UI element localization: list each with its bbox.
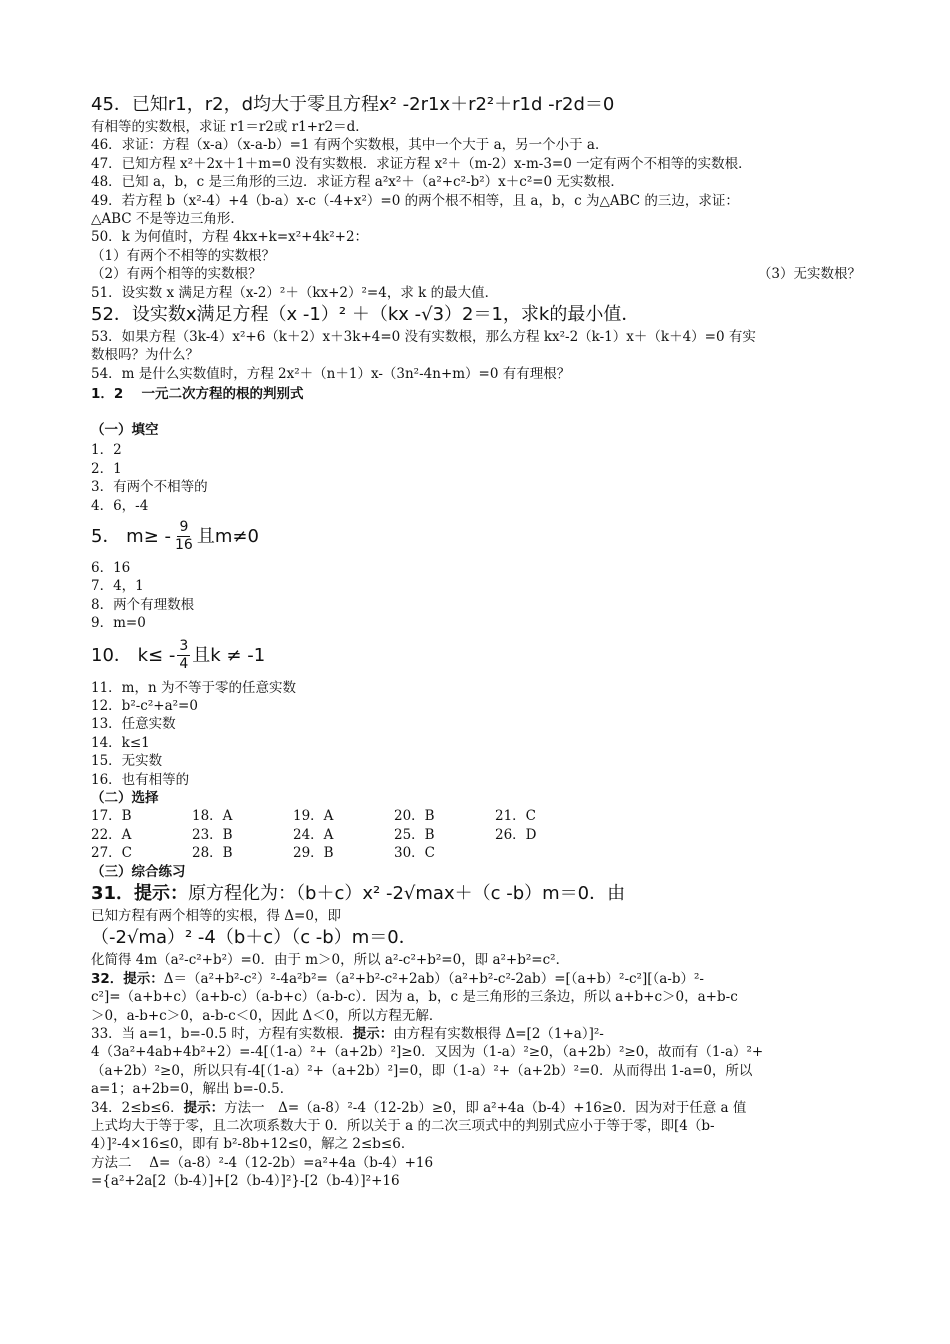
practice-34-line3: 4）]²-4×16≤0，即有 b²-8b+12≤0，解之 2≤b≤6． bbox=[91, 1136, 415, 1153]
practice-34-line1 bbox=[91, 1099, 861, 1117]
fill-answer-5-pre: 5． m≥ - bbox=[91, 525, 172, 547]
practice-33-pre: 33．当 a=1，b=-0.5 时，方程有实数根． bbox=[91, 1026, 353, 1043]
choice-answer: 28．B bbox=[192, 845, 233, 862]
fill-answer-4: 4．6，-4 bbox=[91, 497, 149, 514]
practice-33-line4: a=1；a+2b=0，解出 b=-0.5． bbox=[91, 1081, 294, 1098]
fill-answer-10-pre: 10． k≤ - bbox=[91, 644, 176, 666]
practice-31-line1 bbox=[91, 881, 861, 907]
choice-answer: 29．B bbox=[293, 845, 334, 862]
choice-answer: 22．A bbox=[91, 826, 132, 843]
problem-50-part3: （3）无实数根？ bbox=[757, 266, 861, 283]
fill-answer-14: 14．k≤1 bbox=[91, 734, 150, 751]
fill-answer-1: 1．2 bbox=[91, 442, 122, 459]
fraction bbox=[177, 638, 190, 673]
practice-31-line3: （-2√ma）² -4（b＋c）（c -b）m＝0． bbox=[91, 927, 417, 949]
choice-answer: 26．D bbox=[495, 826, 537, 843]
choice-answer: 19．A bbox=[293, 808, 334, 825]
fill-answer-11: 11．m，n 为不等于零的任意实数 bbox=[91, 679, 296, 696]
problem-51: 51．设实数 x 满足方程（x-2）²＋（kx+2）²=4，求 k 的最大值． bbox=[91, 284, 499, 301]
problem-50: 50．k 为何值时，方程 4kx+k=x²+4k²+2： bbox=[91, 229, 369, 246]
practice-34-text: 方法一 Δ=（a-8）²-4（12-2b）≥0，即 a²+4a（b-4）+16≥0．因为对于任意 a 值 bbox=[224, 1099, 747, 1116]
problem-54: 54．m 是什么实数值时，方程 2x²＋（n＋1）x-（3n²-4n+m）=0 有有理根？ bbox=[91, 365, 571, 382]
fill-answer-16: 16．也有相等的 bbox=[91, 771, 190, 788]
problem-49-line2: △ABC 不是等边三角形． bbox=[91, 211, 244, 228]
choice-answer: 30．C bbox=[394, 845, 436, 862]
problem-50-part1: （1）有两个不相等的实数根？ bbox=[91, 247, 276, 264]
problem-45-tail: 有相等的实数根，求证 r1＝r2或 r1+r2＝d． bbox=[91, 119, 369, 135]
practice-32-line3: ＞0，a-b+c＞0，a-b-c＜0，因此 Δ＜0，所以方程无解． bbox=[91, 1007, 443, 1024]
problem-46: 46．求证：方程（x-a）（x-a-b）=1 有两个实数根，其中一个大于 a，另一个小于 a． bbox=[91, 137, 609, 154]
choice-answer: 24．A bbox=[293, 826, 334, 843]
fraction-denominator: 16 bbox=[175, 537, 193, 554]
hint-label: 提示： bbox=[183, 1099, 225, 1116]
practice-34-line5: ={a²+2a[2（b-4）]+[2（b-4）]²}-[2（b-4）]²+16 bbox=[91, 1173, 400, 1190]
practice-34-line4: 方法二 Δ=（a-8）²-4（12-2b）=a²+4a（b-4）+16 bbox=[91, 1154, 434, 1171]
problem-49-line1: 49．若方程 b（x²-4）+4（b-a）x-c（-4+x²）=0 的两个根不相等，且 a，b，c 为△ABC 的三边，求证： bbox=[91, 192, 739, 209]
problem-47: 47．已知方程 x²＋2x＋1＋m=0 没有实数根．求证方程 x²＋（m-2）x-m-3=0 一定有两个不相等的实数根． bbox=[91, 155, 752, 172]
practice-33-line2: 4（3a²+4ab+4b²+2）=-4[（1-a）²+（a+2b）²]≥0．又因为（1-a）²≥0，（a+2b）²≥0，故而有（1-a）²+ bbox=[91, 1044, 764, 1061]
practice-33-line3: （a+2b）²≥0，所以只有-4[（1-a）²+（a+2b）²]=0，即（1-a）²+（a+2b）²=0．从而得出 1-a=0，所以 bbox=[91, 1062, 753, 1079]
fraction-numerator: 9 bbox=[179, 519, 189, 536]
hint-label: 31．提示： bbox=[91, 883, 189, 904]
choice-answer: 20．B bbox=[394, 808, 435, 825]
fill-answer-12: 12．b²-c²+a²=0 bbox=[91, 697, 198, 714]
fill-answer-5-post: 且m≠0 bbox=[196, 525, 259, 547]
choice-answer: 21．C bbox=[495, 808, 537, 825]
practice-34-pre: 34．2≤b≤6． bbox=[91, 1099, 184, 1116]
problem-50-part2: （2）有两个相等的实数根？ bbox=[91, 266, 262, 283]
fill-answer-15: 15．无实数 bbox=[91, 753, 163, 770]
section-title: 1．2 一元二次方程的根的判别式 bbox=[91, 386, 304, 403]
fill-answer-5 bbox=[91, 515, 861, 559]
practice-heading: （三）综合练习 bbox=[91, 863, 186, 880]
spacer bbox=[91, 405, 861, 419]
problem-53-line1: 53．如果方程（3k-4）x²+6（k＋2）x＋3k+4=0 没有实数根，那么方程 kx²-2（k-1）x＋（k＋4）=0 有实 bbox=[91, 329, 756, 346]
fill-answer-7: 7．4，1 bbox=[91, 578, 144, 595]
hint-label: 提示： bbox=[352, 1026, 394, 1043]
practice-32-text: Δ＝（a²+b²-c²）²-4a²b²=（a²+b²-c²+2ab）（a²+b²-c²-2ab）=[（a+b）²-c²][（a-b）²- bbox=[163, 970, 704, 987]
problem-48: 48．已知 a，b，c 是三角形的三边．求证方程 a²x²＋（a²+c²-b²）x＋c²=0 无实数根． bbox=[91, 174, 624, 191]
practice-33-line1 bbox=[91, 1025, 861, 1043]
practice-31-line4: 化简得 4m（a²-c²+b²）=0．由于 m＞0，所以 a²-c²+b²=0，即 a²+b²=c²． bbox=[91, 952, 570, 969]
practice-32-line2: c²]=（a+b+c）（a+b-c）（a-b+c）（a-b-c）．因为 a，b，c 是三角形的三条边，所以 a+b+c＞0，a+b-c bbox=[91, 989, 738, 1006]
practice-32-line1 bbox=[91, 970, 861, 988]
fill-answer-3: 3．有两个不相等的 bbox=[91, 479, 208, 496]
fill-heading: （一）填空 bbox=[91, 422, 159, 439]
practice-31-line2: 已知方程有两个相等的实根，得 Δ=0，即 bbox=[91, 908, 341, 924]
fill-answer-13: 13．任意实数 bbox=[91, 716, 176, 733]
choice-answer: 23．B bbox=[192, 826, 233, 843]
fill-answer-10 bbox=[91, 633, 861, 679]
practice-31-text: 原方程化为：（b＋c）x² -2√max＋（c -b）m＝0．由 bbox=[188, 883, 626, 904]
choice-row bbox=[91, 807, 861, 825]
problem-52: 52．设实数x满足方程（x -1）² ＋（kx -√3）2＝1，求k的最小值． bbox=[91, 304, 640, 326]
choice-row bbox=[91, 826, 861, 844]
choice-answer: 17．B bbox=[91, 808, 132, 825]
fill-answer-6: 6．16 bbox=[91, 559, 131, 576]
document-page bbox=[91, 92, 861, 1191]
practice-34-line2: 上式均大于等于零，且二次项系数大于 0．所以关于 a 的二次三项式中的判别式应小于等于零，即[4（b- bbox=[91, 1118, 715, 1135]
fraction-denominator: 4 bbox=[179, 656, 189, 673]
problem-53-line2: 数根吗？为什么？ bbox=[91, 347, 199, 364]
hint-label: 32．提示： bbox=[91, 970, 164, 987]
fill-answer-8: 8．两个有理数根 bbox=[91, 596, 195, 613]
fill-answer-2: 2．1 bbox=[91, 460, 122, 477]
fraction bbox=[173, 519, 195, 554]
fill-answer-10-post: 且k ≠ -1 bbox=[192, 644, 266, 666]
choice-answer: 18．A bbox=[192, 808, 233, 825]
choice-heading: （二）选择 bbox=[91, 789, 159, 806]
problem-45-head: 45．已知r1，r2，d均大于零且方程x² -2r1x＋r2²＋r1d -r2d＝0 bbox=[91, 94, 615, 115]
problem-50-parts-row bbox=[91, 265, 861, 283]
fill-answer-9: 9．m=0 bbox=[91, 615, 146, 632]
choice-answer: 27．C bbox=[91, 845, 133, 862]
practice-33-text: 由方程有实数根得 Δ=[2（1+a）]²- bbox=[393, 1026, 604, 1043]
fraction-numerator: 3 bbox=[179, 638, 189, 655]
choice-answer: 25．B bbox=[394, 826, 435, 843]
choice-row bbox=[91, 844, 861, 862]
